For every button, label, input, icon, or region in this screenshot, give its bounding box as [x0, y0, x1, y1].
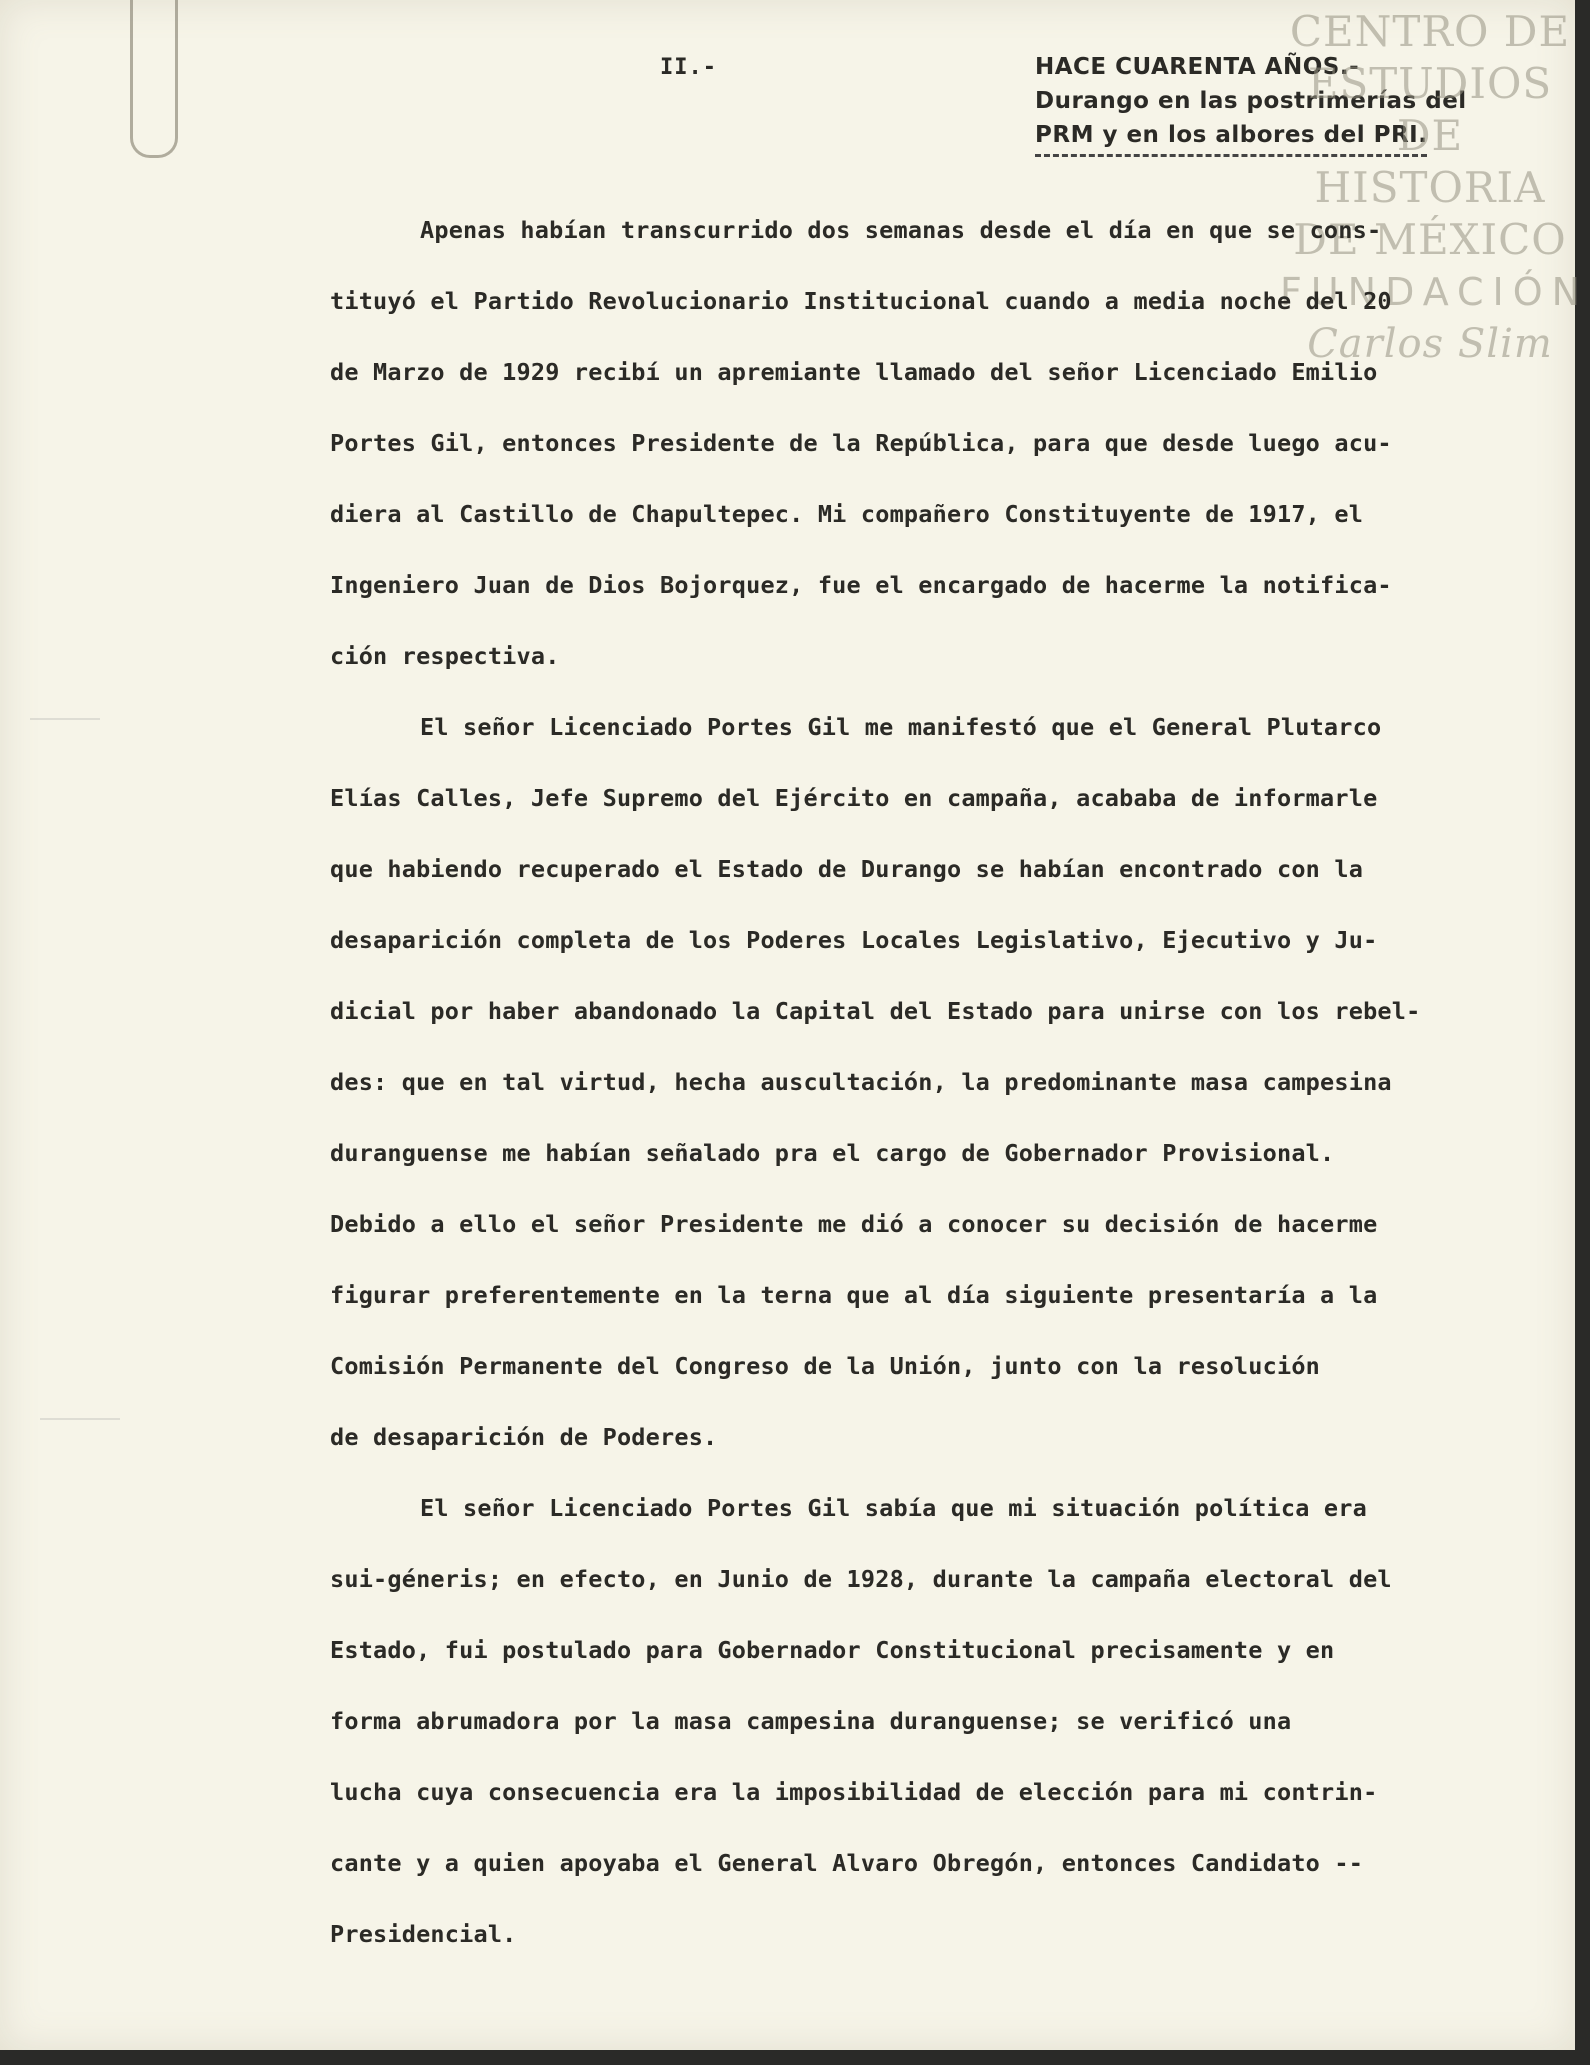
- text-line: duranguense me habían señalado pra el cargo de Gobernador Provisional.: [330, 1139, 1335, 1167]
- text-line: El señor Licenciado Portes Gil me manifestó que el General Plutarco: [420, 713, 1382, 741]
- text-line: tituyó el Partido Revolucionario Institucional cuando a media noche del 20: [330, 287, 1392, 315]
- text-line: forma abrumadora por la masa campesina duranguense; se verificó una: [330, 1707, 1292, 1735]
- margin-mark: [40, 1418, 120, 1420]
- text-line: Debido a ello el señor Presidente me dió a conocer su decisión de hacerme: [330, 1210, 1378, 1238]
- text-line: des: que en tal virtud, hecha auscultación, la predominante masa campesina: [330, 1068, 1392, 1096]
- text-line: Comisión Permanente del Congreso de la Unión, junto con la resolución: [330, 1352, 1321, 1380]
- text-line: Apenas habían transcurrido dos semanas desde el día en que se cons-: [420, 216, 1382, 244]
- text-line: que habiendo recuperado el Estado de Durango se habían encontrado con la: [330, 855, 1364, 883]
- text-line: Ingeniero Juan de Dios Bojorquez, fue el encargado de hacerme la notifica-: [330, 571, 1392, 599]
- text-line: dicial por haber abandonado la Capital del Estado para unirse con los rebel-: [330, 997, 1421, 1025]
- text-line: desaparición completa de los Poderes Locales Legislativo, Ejecutivo y Ju-: [330, 926, 1378, 954]
- text-line: de desaparición de Poderes.: [330, 1423, 718, 1451]
- watermark-line: DE HISTORIA: [1314, 111, 1546, 212]
- text-line: El señor Licenciado Portes Gil sabía que mi situación política era: [420, 1494, 1367, 1522]
- text-line: Estado, fui postulado para Gobernador Constitucional precisamente y en: [330, 1636, 1335, 1664]
- watermark-line: DE MÉXICO: [1293, 215, 1567, 264]
- text-line: figurar preferentemente en la terna que al día siguiente presentaría a la: [330, 1281, 1378, 1309]
- text-line: diera al Castillo de Chapultepec. Mi compañero Constituyente de 1917, el: [330, 500, 1364, 528]
- text-line: lucha cuya consecuencia era la imposibilidad de elección para mi contrin-: [330, 1778, 1378, 1806]
- body-text: [330, 195, 1530, 1970]
- watermark-line: ESTUDIOS: [1307, 59, 1553, 108]
- text-line: sui-géneris; en efecto, en Junio de 1928, durante la campaña electoral del: [330, 1565, 1392, 1593]
- text-line: Portes Gil, entonces Presidente de la República, para que desde luego acu-: [330, 429, 1392, 457]
- watermark-signature: Carlos Slim: [1307, 321, 1553, 367]
- watermark-line: CENTRO DE: [1289, 7, 1571, 56]
- heading-subtitle-line-1: Durango en las postrimerías del: [1035, 88, 1467, 114]
- margin-mark: [30, 718, 100, 720]
- text-line: cante y a quien apoyaba el General Alvaro Obregón, entonces Candidato --: [330, 1849, 1364, 1877]
- text-line: Elías Calles, Jefe Supremo del Ejército en campaña, acababa de informarle: [330, 784, 1378, 812]
- text-line: Presidencial.: [330, 1920, 517, 1948]
- heading-title: HACE CUARENTA AÑOS.-: [1035, 54, 1360, 80]
- text-line: de Marzo de 1929 recibí un apremiante llamado del señor Licenciado Emilio: [330, 358, 1378, 386]
- watermark-line: FUNDACIÓN: [1280, 270, 1590, 314]
- text-line: ción respectiva.: [330, 642, 560, 670]
- heading-subtitle-line-2: PRM y en los albores del PRI.: [1035, 118, 1427, 157]
- binding-hole-mark: [130, 0, 178, 158]
- section-number: II.-: [660, 55, 717, 80]
